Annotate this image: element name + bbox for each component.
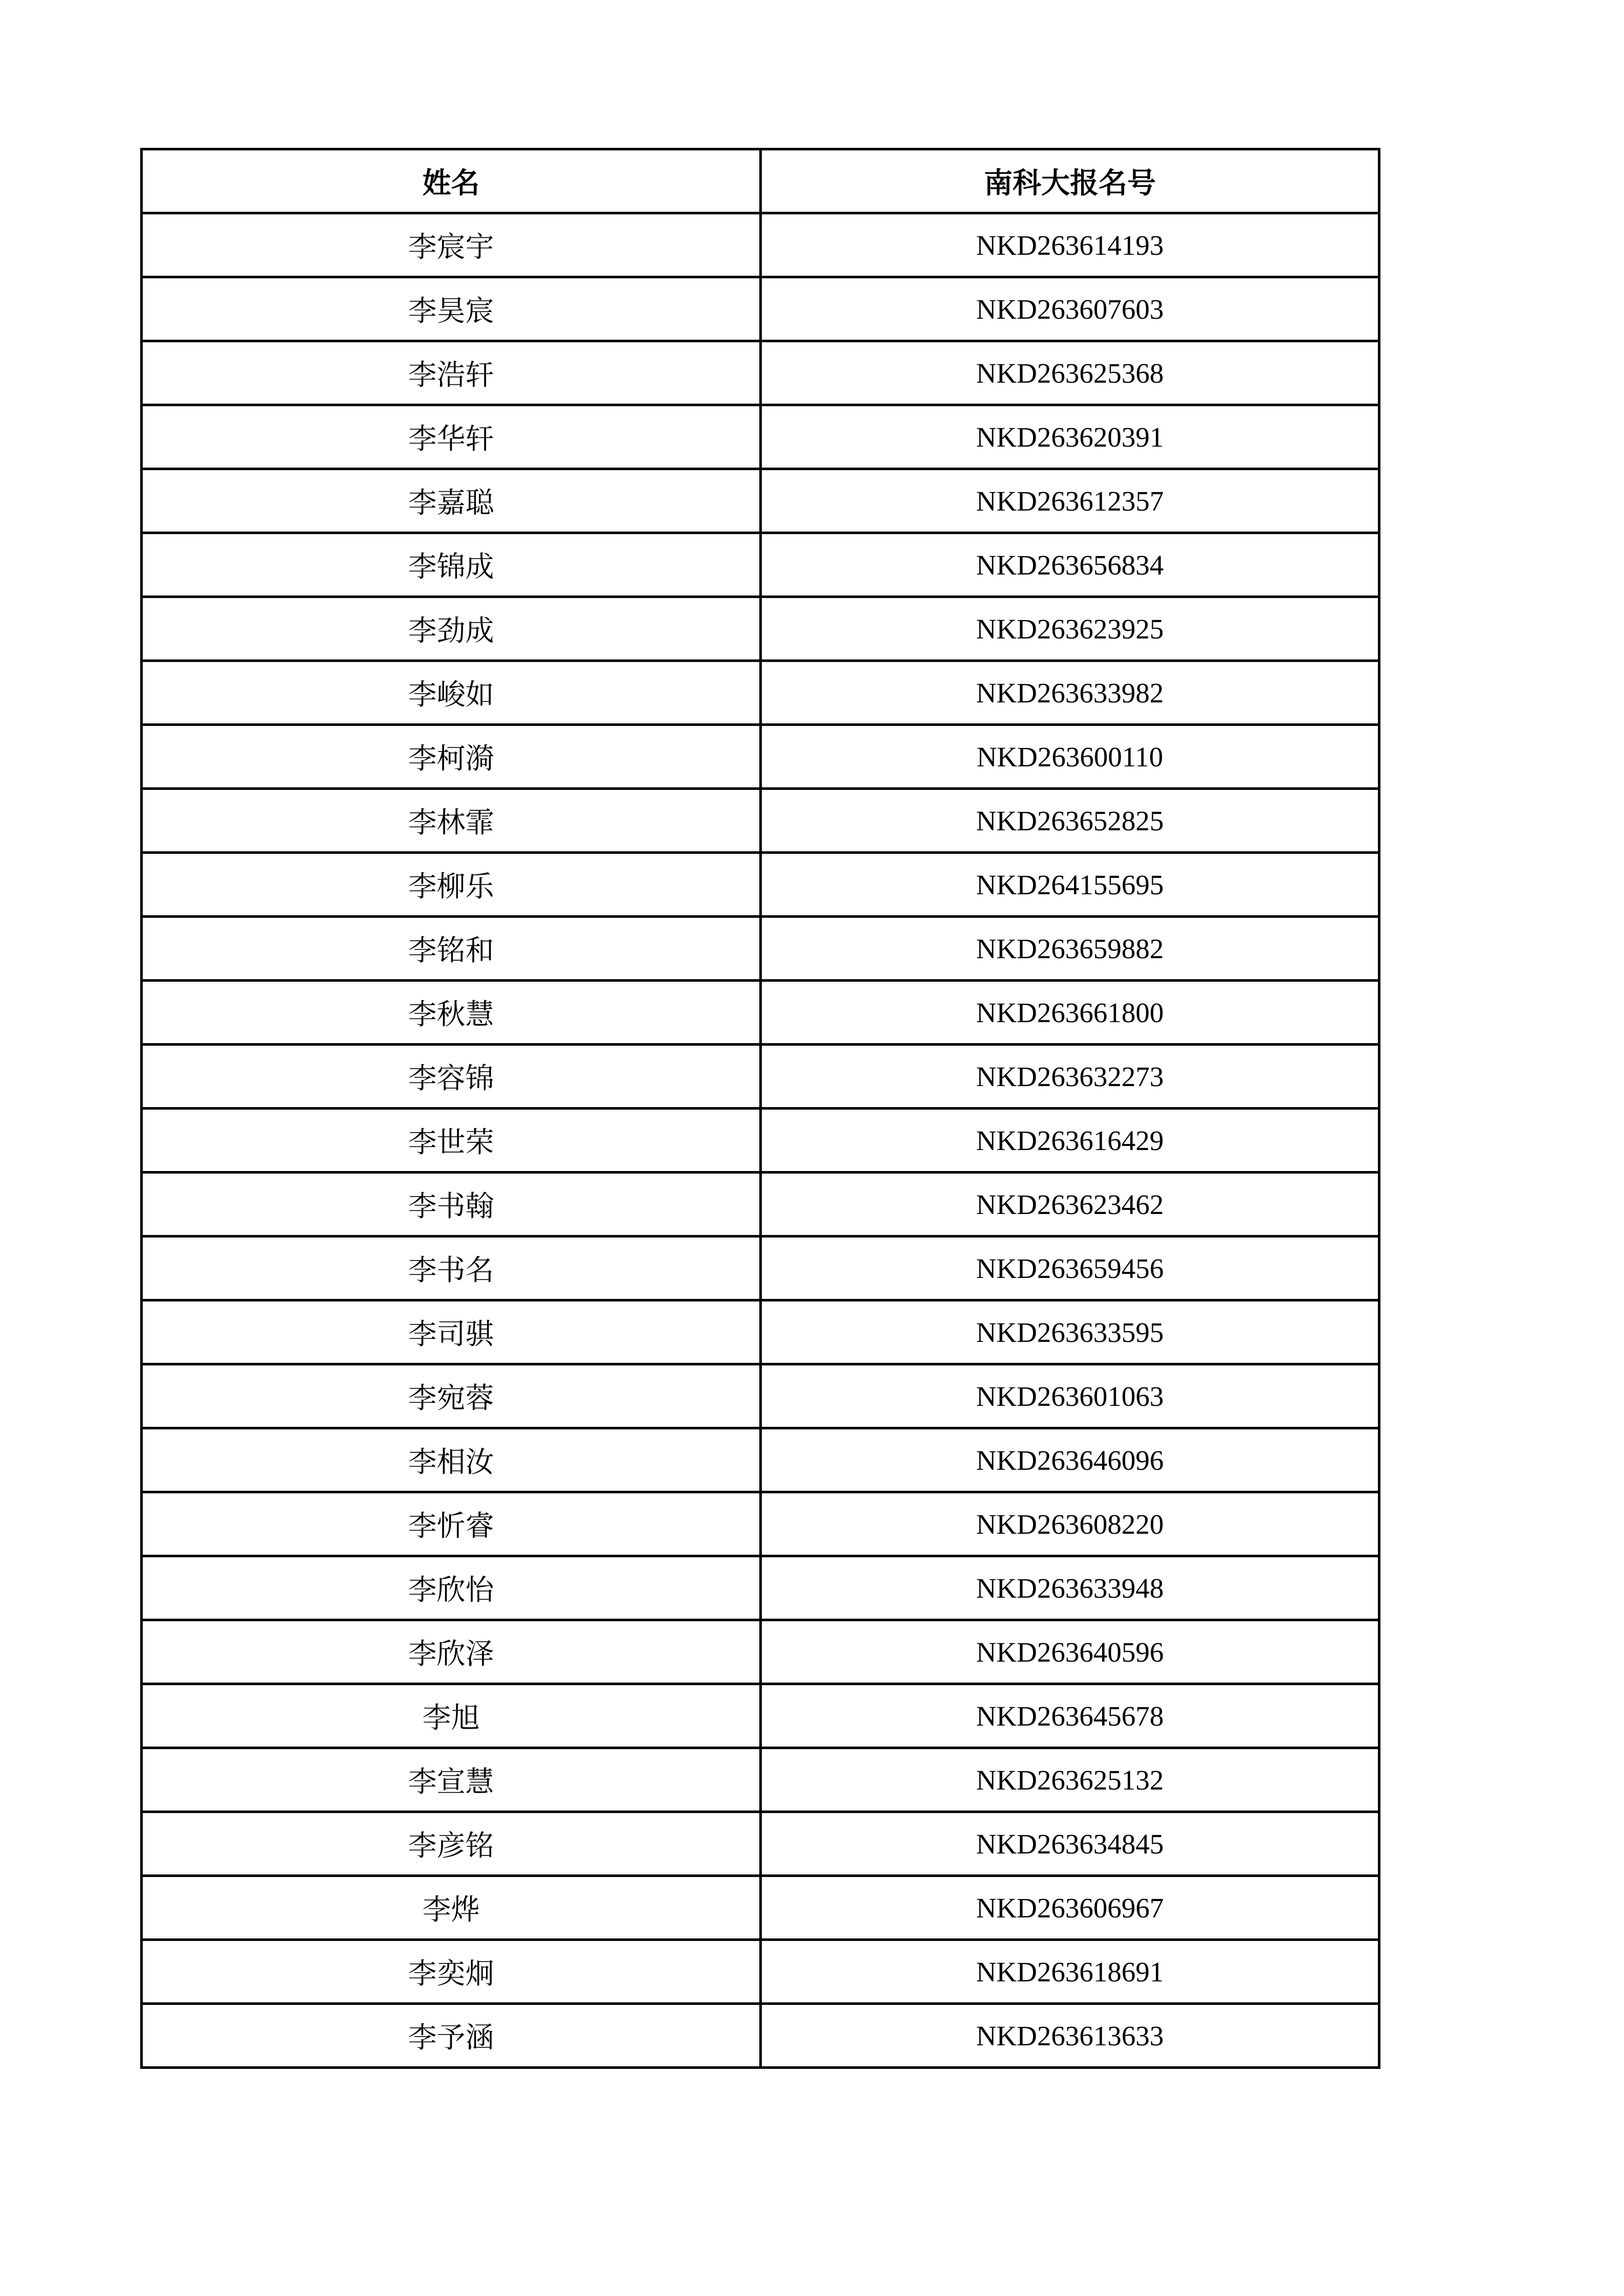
registration-number-cell: NKD263600110	[761, 725, 1379, 789]
registration-number-cell: NKD263661800	[761, 981, 1379, 1045]
table-row	[142, 1812, 1379, 1876]
table-row	[142, 917, 1379, 981]
table-row	[142, 469, 1379, 533]
table-row	[142, 213, 1379, 277]
student-name-cell: 李烨	[142, 1876, 761, 1940]
table-row	[142, 981, 1379, 1045]
student-name-cell: 李宸宇	[142, 213, 761, 277]
registration-number-cell: NKD263659882	[761, 917, 1379, 981]
registration-number-cell: NKD263646096	[761, 1428, 1379, 1492]
table-header-row	[142, 149, 1379, 213]
student-name-cell: 李书翰	[142, 1173, 761, 1237]
registration-number-cell: NKD263656834	[761, 533, 1379, 597]
registration-number-cell: NKD263613633	[761, 2004, 1379, 2068]
registration-number-cell: NKD263632273	[761, 1045, 1379, 1109]
registration-number-cell: NKD263608220	[761, 1492, 1379, 1556]
registration-number-cell: NKD264155695	[761, 853, 1379, 917]
student-name-cell: 李欣泽	[142, 1620, 761, 1684]
table-row	[142, 533, 1379, 597]
student-name-cell: 李劲成	[142, 597, 761, 661]
table-row	[142, 277, 1379, 341]
table-body	[142, 213, 1379, 2068]
table-row	[142, 1940, 1379, 2004]
student-name-cell: 李峻如	[142, 661, 761, 725]
table-row	[142, 2004, 1379, 2068]
student-name-cell: 李华轩	[142, 405, 761, 469]
registration-number-cell: NKD263614193	[761, 213, 1379, 277]
table-row	[142, 1045, 1379, 1109]
roster-table	[140, 148, 1380, 2069]
registration-number-cell: NKD263601063	[761, 1364, 1379, 1428]
student-name-cell: 李容锦	[142, 1045, 761, 1109]
student-name-cell: 李司骐	[142, 1300, 761, 1364]
registration-number-cell: NKD263633948	[761, 1556, 1379, 1620]
student-name-cell: 李昊宸	[142, 277, 761, 341]
registration-number-cell: NKD263623925	[761, 597, 1379, 661]
registration-number-cell: NKD263620391	[761, 405, 1379, 469]
table-row	[142, 789, 1379, 853]
table-row	[142, 1109, 1379, 1173]
registration-number-cell: NKD263634845	[761, 1812, 1379, 1876]
registration-number-cell: NKD263616429	[761, 1109, 1379, 1173]
registration-number-cell: NKD263623462	[761, 1173, 1379, 1237]
student-name-cell: 李奕炯	[142, 1940, 761, 2004]
student-name-cell: 李嘉聪	[142, 469, 761, 533]
student-name-cell: 李秋慧	[142, 981, 761, 1045]
student-name-cell: 李铭和	[142, 917, 761, 981]
student-name-cell: 李宛蓉	[142, 1364, 761, 1428]
table-row	[142, 1173, 1379, 1237]
registration-number-cell: NKD263606967	[761, 1876, 1379, 1940]
registration-number-cell: NKD263640596	[761, 1620, 1379, 1684]
table-row	[142, 725, 1379, 789]
student-name-cell: 李相汝	[142, 1428, 761, 1492]
column-header-name: 姓名	[142, 149, 761, 213]
student-name-cell: 李予涵	[142, 2004, 761, 2068]
registration-number-cell: NKD263652825	[761, 789, 1379, 853]
registration-number-cell: NKD263612357	[761, 469, 1379, 533]
student-name-cell: 李旭	[142, 1684, 761, 1748]
registration-number-cell: NKD263625132	[761, 1748, 1379, 1812]
table-row	[142, 1748, 1379, 1812]
table-row	[142, 1364, 1379, 1428]
student-name-cell: 李欣怡	[142, 1556, 761, 1620]
table-row	[142, 341, 1379, 405]
student-name-cell: 李彦铭	[142, 1812, 761, 1876]
table-row	[142, 1876, 1379, 1940]
table-row	[142, 1237, 1379, 1300]
column-header-registration-number: 南科大报名号	[761, 149, 1379, 213]
student-name-cell: 李柳乐	[142, 853, 761, 917]
registration-number-cell: NKD263625368	[761, 341, 1379, 405]
table-row	[142, 853, 1379, 917]
student-name-cell: 李林霏	[142, 789, 761, 853]
table-row	[142, 1492, 1379, 1556]
registration-number-cell: NKD263633982	[761, 661, 1379, 725]
table-row	[142, 1428, 1379, 1492]
table-row	[142, 1300, 1379, 1364]
table-row	[142, 1556, 1379, 1620]
student-name-cell: 李忻睿	[142, 1492, 761, 1556]
student-name-cell: 李锦成	[142, 533, 761, 597]
table-row	[142, 405, 1379, 469]
registration-number-cell: NKD263645678	[761, 1684, 1379, 1748]
student-name-cell: 李浩轩	[142, 341, 761, 405]
student-name-cell: 李书名	[142, 1237, 761, 1300]
student-name-cell: 李世荣	[142, 1109, 761, 1173]
student-name-cell: 李柯漪	[142, 725, 761, 789]
table-row	[142, 1684, 1379, 1748]
registration-number-cell: NKD263659456	[761, 1237, 1379, 1300]
registration-number-cell: NKD263607603	[761, 277, 1379, 341]
table-row	[142, 597, 1379, 661]
registration-number-cell: NKD263633595	[761, 1300, 1379, 1364]
registration-number-cell: NKD263618691	[761, 1940, 1379, 2004]
table-row	[142, 1620, 1379, 1684]
table-row	[142, 661, 1379, 725]
student-name-cell: 李宣慧	[142, 1748, 761, 1812]
